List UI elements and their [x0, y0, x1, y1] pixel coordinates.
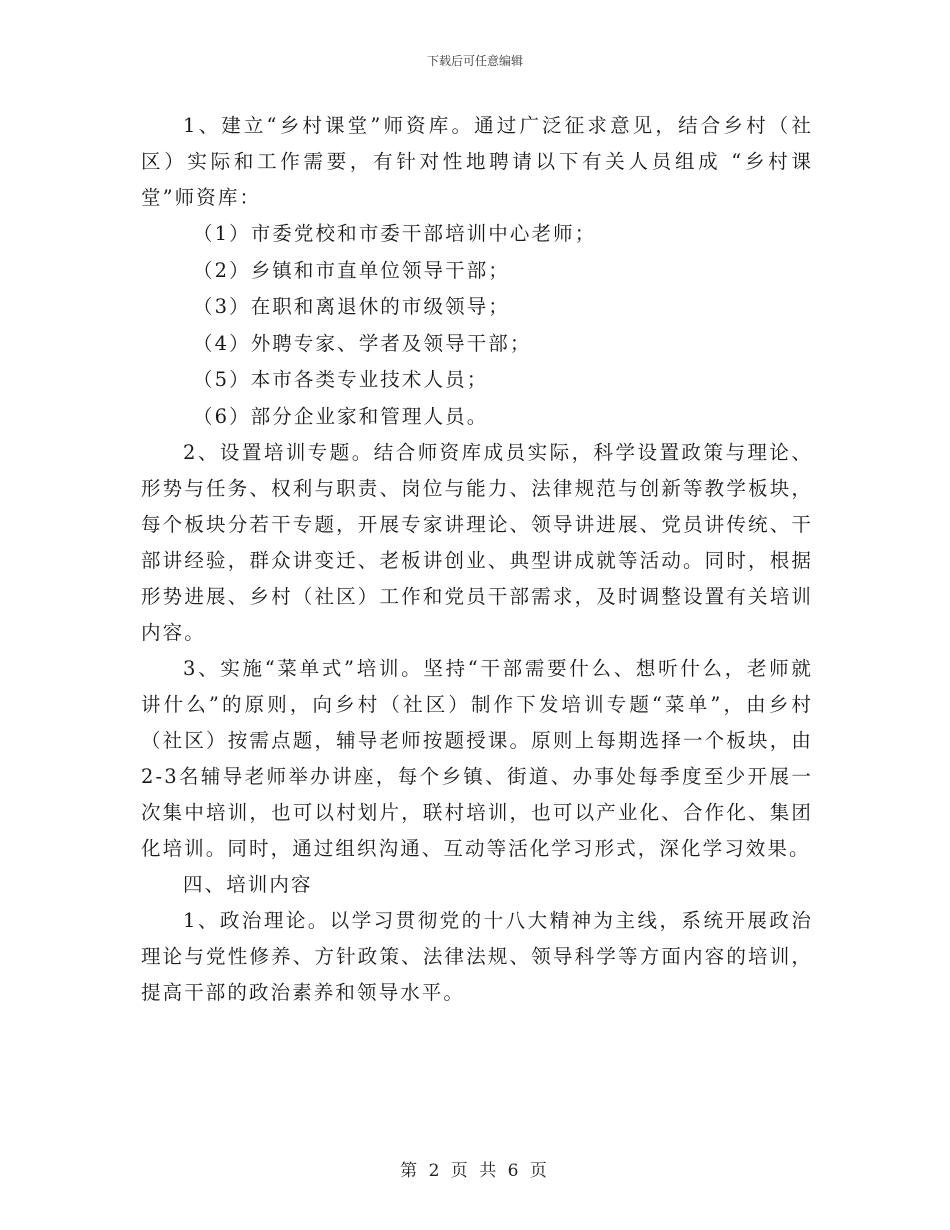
page-number-footer: 第 2 页 共 6 页 — [400, 1161, 550, 1181]
page-header-note: 下载后可任意编辑 — [426, 54, 523, 68]
section-heading: 四、培训内容 — [183, 873, 313, 896]
list-item: （6）部分企业家和管理人员。 — [193, 404, 489, 428]
paragraph-teacher-pool: 1、建立“乡村课堂”师资库。通过广泛征求意见，结合乡村（社区）实际和工作需要，有针对性地聘请以下有关人员组成 “乡村课堂”师资库： — [141, 114, 813, 209]
list-item: （4）外聘专家、学者及领导干部； — [193, 331, 532, 355]
list-item: （5）本市各类专业技术人员； — [193, 368, 489, 391]
paragraph-political-theory: 1、政治理论。以学习贯彻党的十八大精神为主线，系统开展政治理论与党性修养、方针政策、法律法规、领导科学等方面内容的培训，提高干部的政治素养和领导水平。 — [141, 909, 813, 1004]
list-item: （2）乡镇和市直单位领导干部； — [193, 258, 510, 282]
teacher-pool-list — [141, 216, 813, 435]
paragraph-training-topics: 2、设置培训专题。结合师资库成员实际，科学设置政策与理论、形势与任务、权利与职责、岗位与能力、法律规范与创新等教学板块，每个板块分若干专题，开展专家讲理论、领导讲进展、党员讲传统、干部讲经验，群众讲变迁、老板讲创业、典型讲成就等活动。同时，根据形势进展、乡村（社区）工作和党员干部需求，及时调整设置有关培训内容。 — [141, 441, 813, 644]
document-body — [141, 108, 813, 1011]
list-item: （1）市委党校和市委干部培训中心老师； — [193, 222, 597, 245]
list-item: （3）在职和离退休的市级领导； — [193, 295, 510, 318]
paragraph-menu-training: 3、实施“菜单式”培训。坚持“干部需要什么、想听什么，老师就讲什么”的原则，向乡村（社区）制作下发培训专题“菜单”，由乡村（社区）按需点题，辅导老师按题授课。原则上每期选择一个板块，由2-3名辅导老师举办讲座，每个乡镇、街道、办事处每季度至少开展一次集中培训，也可以村划片，联村培训，也可以产业化、合作化、集团化培训。同时，通过组织沟通、互动等活化学习形式，深化学习效果。 — [141, 657, 813, 860]
